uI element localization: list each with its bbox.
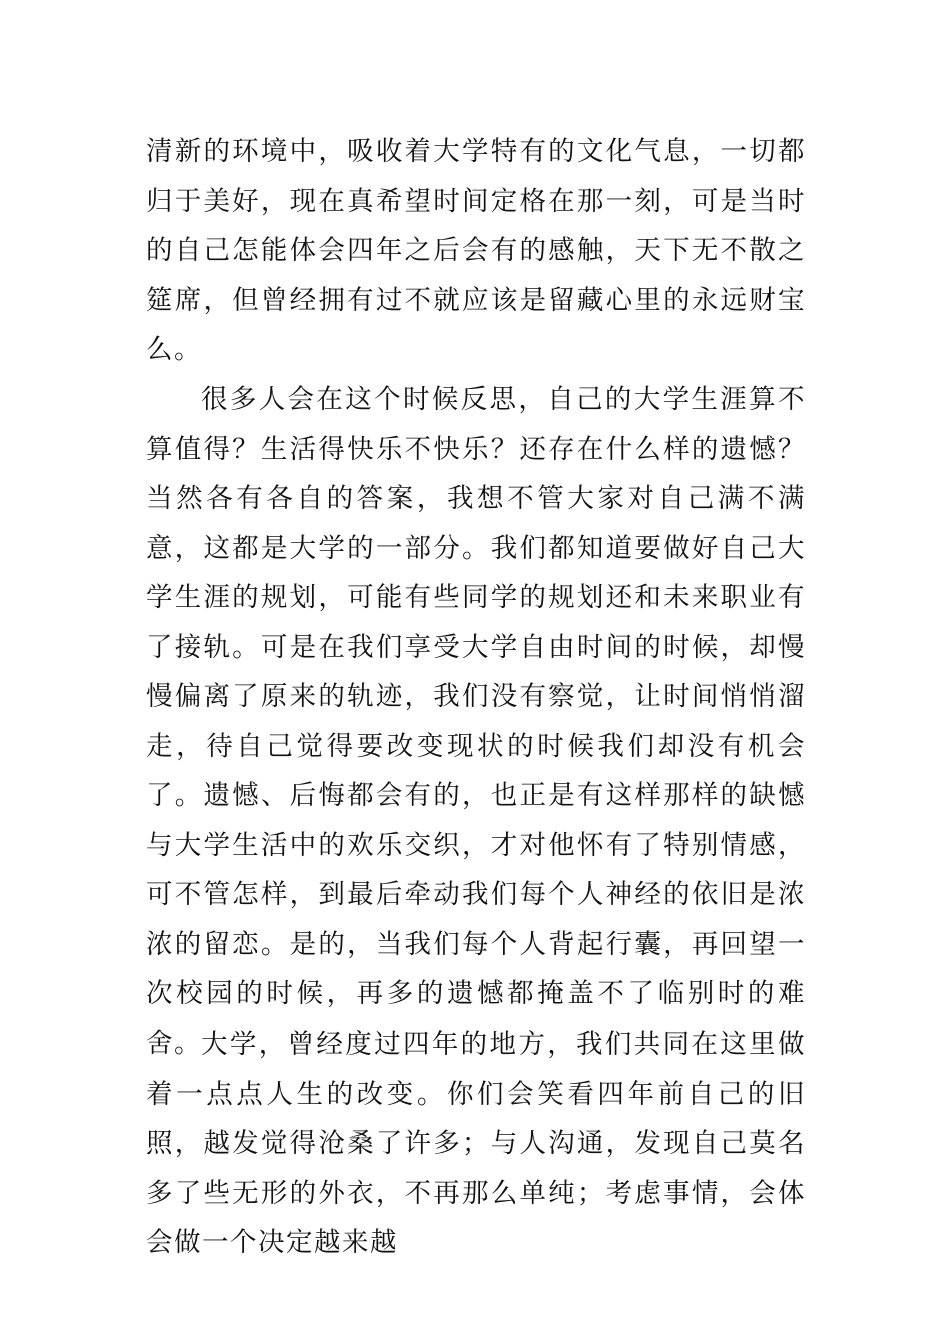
paragraph-1: 清新的环境中，吸收着大学特有的文化气息，一切都归于美好，现在真希望时间定格在那一刻，可是当时的自己怎能体会四年之后会有的感触，天下无不散之筵席，但曾经拥有过不就应该是留藏心里的永远财宝么。 [146, 136, 806, 365]
paragraph-3: 大学，曾经度过四年的地方，我们共同在这里做着一点点人生的改变。你们会笑看四年前自己的旧照，越发觉得沧桑了许多；与人沟通，发现自己莫名多了些无形的外衣，不再那么单纯；考虑事情，会体会做一个决定越来越 [146, 1029, 806, 1258]
paragraph-2: 很多人会在这个时候反思，自己的大学生涯算不算值得？生活得快乐不快乐？还存在什么样的遗憾？当然各有各自的答案，我想不管大家对自己满不满意，这都是大学的一部分。我们都知道要做好自己大学生涯的规划，可能有些同学的规划还和未来职业有了接轨。可是在我们享受大学自由时间的时候，却慢慢偏离了原来的轨迹，我们没有察觉，让时间悄悄溜走，待自己觉得要改变现状的时候我们却没有机会了。遗憾、后悔都会有的，也正是有这样那样的缺憾与大学生活中的欢乐交织，才对他怀有了特别情感，可不管怎样，到最后牵动我们每个人神经的依旧是浓浓的留恋。是的，当我们每个人背起行囊，再回望一次校园的时候，再多的遗憾都掩盖不了临别时的难舍。 [146, 384, 806, 1059]
